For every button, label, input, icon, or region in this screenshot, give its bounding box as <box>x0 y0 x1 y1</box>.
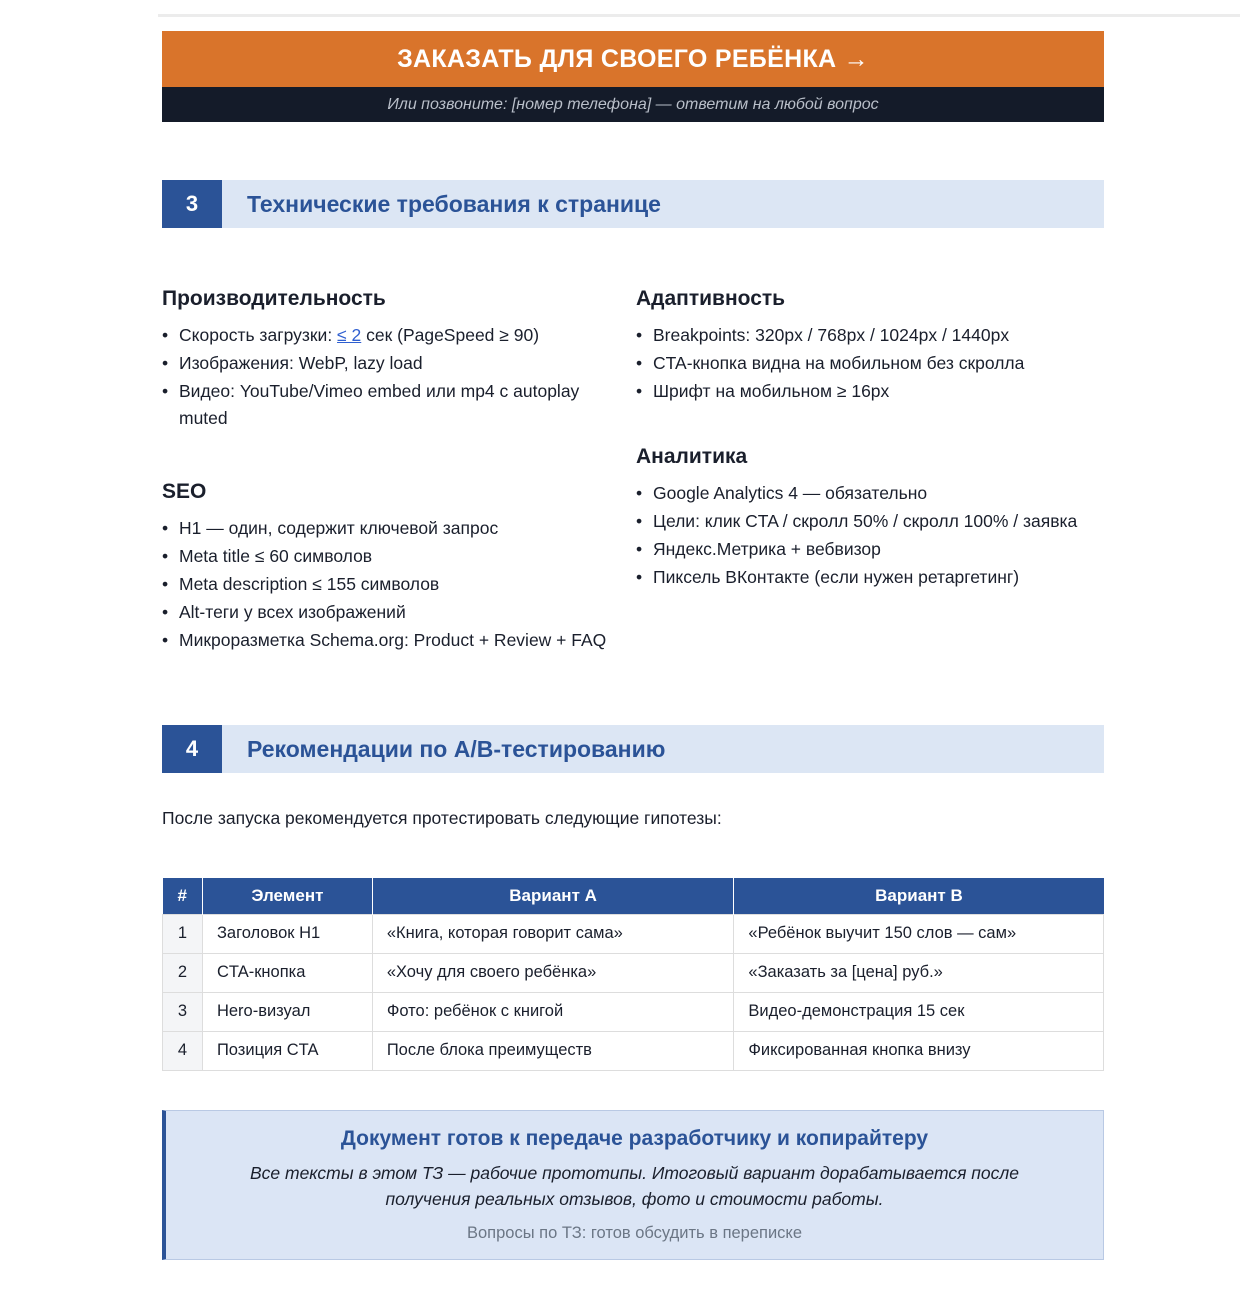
cta-phone-label: Или позвоните: [номер телефона] — ответим на любой вопрос <box>387 95 879 113</box>
block-responsive <box>636 287 1104 405</box>
perf-item-2: Видео: YouTube/Vimeo embed или mp4 с autoplay muted <box>179 381 580 428</box>
ab-table-head <box>163 878 1104 914</box>
cell-number: 1 <box>163 914 203 953</box>
cell-variant-a: После блока преимуществ <box>372 1031 734 1070</box>
pagespeed-link[interactable]: ≤ 2 <box>337 325 362 345</box>
analytics-item-0: Google Analytics 4 — обязательно <box>653 483 928 503</box>
cell-number: 2 <box>163 953 203 992</box>
perf-item-0-post: сек (PageSpeed ≥ 90) <box>361 325 540 345</box>
seo-item-3: Alt-теги у всех изображений <box>179 602 406 622</box>
list-item <box>162 543 612 570</box>
analytics-item-1: Цели: клик CTA / скролл 50% / скролл 100% / заявка <box>653 511 1078 531</box>
technical-left-column <box>162 287 612 655</box>
list-item <box>162 322 612 349</box>
seo-list <box>162 515 612 654</box>
perf-item-1: Изображения: WebP, lazy load <box>179 353 423 373</box>
ab-test-table <box>162 878 1104 1071</box>
seo-item-4: Микроразметка Schema.org: Product + Review + FAQ <box>179 630 607 650</box>
table-row <box>163 953 1104 992</box>
list-item <box>636 536 1104 563</box>
cell-variant-b: «Заказать за [цена] руб.» <box>734 953 1104 992</box>
resp-item-1: CTA-кнопка видна на мобильном без скролла <box>653 353 1025 373</box>
section-number-badge: 4 <box>162 725 222 773</box>
cell-element: Hero-визуал <box>202 992 372 1031</box>
list-item <box>636 480 1104 507</box>
list-item <box>162 627 612 654</box>
list-item <box>636 322 1104 349</box>
top-divider <box>158 14 1240 17</box>
block-title-performance: Производительность <box>162 287 386 310</box>
list-item <box>162 378 612 432</box>
section-header-technical <box>162 180 1104 228</box>
cell-variant-b: Фиксированная кнопка внизу <box>734 1031 1104 1070</box>
col-header-variant-a: Вариант A <box>372 878 734 914</box>
cell-element: Заголовок H1 <box>202 914 372 953</box>
col-header-variant-b: Вариант B <box>734 878 1104 914</box>
cta-block <box>162 31 1104 122</box>
list-item <box>162 571 612 598</box>
list-item <box>636 350 1104 377</box>
cell-number: 4 <box>163 1031 203 1070</box>
cell-number: 3 <box>163 992 203 1031</box>
order-cta-button[interactable] <box>162 31 1104 87</box>
callout-title: Документ готов к передаче разработчику и копирайтеру <box>340 1127 929 1150</box>
order-cta-label: ЗАКАЗАТЬ ДЛЯ СВОЕГО РЕБЁНКА → <box>397 44 869 73</box>
table-header-row <box>163 878 1104 914</box>
document-ready-callout <box>162 1110 1104 1260</box>
table-row <box>163 914 1104 953</box>
analytics-item-3: Пиксель ВКонтакте (если нужен ретаргетинг) <box>653 567 1020 587</box>
block-analytics <box>636 445 1104 591</box>
ab-table-intro: После запуска рекомендуется протестировать следующие гипотезы: <box>162 808 722 828</box>
cell-element: Позиция CTA <box>202 1031 372 1070</box>
perf-item-0-pre: Скорость загрузки: <box>179 325 338 345</box>
cell-variant-b: Видео-демонстрация 15 сек <box>734 992 1104 1031</box>
section-number-badge: 3 <box>162 180 222 228</box>
cell-element: CTA-кнопка <box>202 953 372 992</box>
ab-table-body <box>163 914 1104 1070</box>
analytics-item-2: Яндекс.Метрика + вебвизор <box>653 539 881 559</box>
section-header-abtesting <box>162 725 1104 773</box>
seo-item-2: Meta description ≤ 155 символов <box>179 574 440 594</box>
list-item <box>162 515 612 542</box>
seo-item-1: Meta title ≤ 60 символов <box>179 546 373 566</box>
cta-phone-bar <box>162 87 1104 122</box>
table-row <box>163 1031 1104 1070</box>
table-row <box>163 992 1104 1031</box>
section-title-abtesting: Рекомендации по A/B-тестированию <box>247 735 666 762</box>
resp-item-0: Breakpoints: 320px / 768px / 1024px / 1440px <box>653 325 1010 345</box>
block-title-seo: SEO <box>162 480 207 503</box>
block-title-responsive: Адаптивность <box>636 287 786 310</box>
performance-list <box>162 322 612 432</box>
technical-right-column <box>636 287 1104 592</box>
block-performance <box>162 287 612 432</box>
list-item <box>636 564 1104 591</box>
col-header-number: # <box>163 878 203 914</box>
cell-variant-b: «Ребёнок выучит 150 слов — сам» <box>734 914 1104 953</box>
list-item <box>162 350 612 377</box>
col-header-element: Элемент <box>202 878 372 914</box>
list-item <box>636 378 1104 405</box>
resp-item-2: Шрифт на мобильном ≥ 16px <box>653 381 890 401</box>
responsive-list <box>636 322 1104 405</box>
list-item <box>162 599 612 626</box>
cell-variant-a: «Хочу для своего ребёнка» <box>372 953 734 992</box>
list-item <box>636 508 1104 535</box>
cell-variant-a: Фото: ребёнок с книгой <box>372 992 734 1031</box>
callout-note: Вопросы по ТЗ: готов обсудить в переписке <box>466 1224 803 1242</box>
callout-subtitle: Все тексты в этом ТЗ — рабочие прототипы. Итоговый вариант дорабатывается после получения реальных отзывов, фото и стоимости работы. <box>249 1163 1020 1209</box>
block-title-analytics: Аналитика <box>636 445 748 468</box>
section-title-technical: Технические требования к странице <box>247 190 661 217</box>
analytics-list <box>636 480 1104 591</box>
seo-item-0: H1 — один, содержит ключевой запрос <box>179 518 499 538</box>
cell-variant-a: «Книга, которая говорит сама» <box>372 914 734 953</box>
block-seo <box>162 480 612 654</box>
